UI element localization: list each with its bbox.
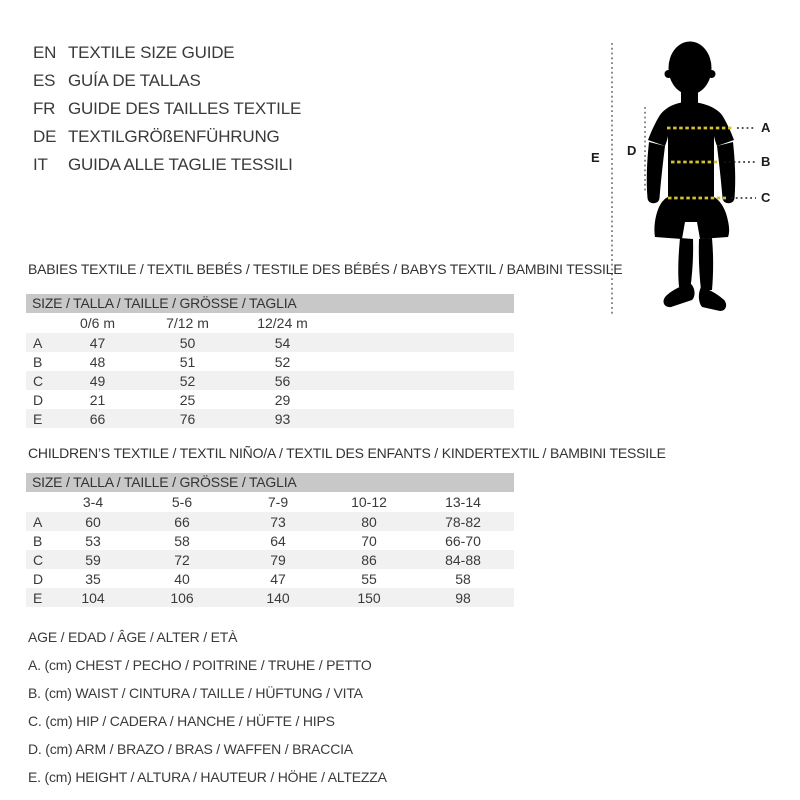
- cell: 98: [455, 589, 471, 606]
- babies-section-title: BABIES TEXTILE / TEXTIL BEBÉS / TESTILE DES BÉBÉS / BABYS TEXTIL / BAMBINI TESSILE: [28, 261, 623, 277]
- language-title-list: [33, 39, 301, 179]
- cell: 70: [361, 532, 377, 549]
- row-label: E: [33, 410, 43, 427]
- cell: 53: [85, 532, 101, 549]
- lang-title: GUIDE DES TAILLES TEXTILE: [68, 99, 302, 118]
- cell: 66: [89, 410, 106, 427]
- cell: 52: [274, 353, 291, 370]
- cell: 50: [179, 334, 196, 351]
- cell: 84-88: [445, 551, 481, 568]
- cell: 64: [270, 532, 286, 549]
- table-row: [26, 371, 514, 390]
- row-label: B: [33, 353, 43, 370]
- babies-table: [26, 313, 514, 428]
- row-label: A: [33, 334, 43, 351]
- cell: 54: [274, 334, 291, 351]
- cell: 86: [361, 551, 377, 568]
- cell: 35: [85, 570, 101, 587]
- cell: 59: [85, 551, 101, 568]
- cell: 55: [361, 570, 377, 587]
- children-column-header-row: [26, 492, 514, 512]
- column-header: 0/6 m: [79, 315, 115, 331]
- cell: 80: [361, 513, 377, 530]
- cell: 25: [179, 391, 196, 408]
- table-row: [26, 569, 514, 588]
- children-size-header-bar: SIZE / TALLA / TAILLE / GRÖSSE / TAGLIA: [26, 473, 514, 492]
- cell: 78-82: [445, 513, 481, 530]
- lang-title: GUÍA DE TALLAS: [68, 71, 201, 90]
- lang-row-fr: [33, 95, 301, 123]
- cell: 47: [270, 570, 286, 587]
- label-b: B: [761, 154, 771, 169]
- row-label: C: [33, 551, 44, 568]
- label-a: A: [761, 120, 771, 135]
- lang-title: TEXTILGRÖßENFÜHRUNG: [68, 127, 280, 146]
- cell: 93: [274, 410, 291, 427]
- cell: 47: [89, 334, 106, 351]
- cell: 40: [174, 570, 190, 587]
- table-row: [26, 333, 514, 352]
- cell: 73: [270, 513, 286, 530]
- row-label: E: [33, 589, 43, 606]
- legend-height-line: E. (cm) HEIGHT / ALTURA / HAUTEUR / HÖHE / ALTEZZA: [28, 769, 387, 785]
- table-row: [26, 390, 514, 409]
- cell: 52: [179, 372, 196, 389]
- column-header: 10-12: [351, 494, 387, 510]
- lang-row-it: [33, 151, 301, 179]
- cell: 72: [174, 551, 190, 568]
- table-row: [26, 352, 514, 371]
- cell: 29: [274, 391, 291, 408]
- label-e: E: [591, 150, 600, 165]
- child-silhouette: [647, 42, 735, 312]
- cell: 58: [174, 532, 190, 549]
- lang-row-es: [33, 67, 301, 95]
- cell: 104: [81, 589, 105, 606]
- row-label: A: [33, 513, 43, 530]
- label-d: D: [627, 143, 637, 158]
- table-row: [26, 588, 514, 607]
- label-c: C: [761, 190, 771, 205]
- column-header: 5-6: [171, 494, 193, 510]
- table-row: [26, 512, 514, 531]
- column-header: 7/12 m: [166, 315, 209, 331]
- column-header: 7-9: [267, 494, 289, 510]
- column-header: 13-14: [445, 494, 481, 510]
- cell: 150: [357, 589, 381, 606]
- cell: 58: [455, 570, 471, 587]
- legend-age-line: AGE / EDAD / ÂGE / ALTER / ETÀ: [28, 629, 238, 645]
- table-row: [26, 550, 514, 569]
- lang-code: IT: [33, 155, 48, 174]
- babies-column-header-row: [26, 313, 514, 333]
- legend-arm-line: D. (cm) ARM / BRAZO / BRAS / WAFFEN / BRACCIA: [28, 741, 353, 757]
- lang-row-de: [33, 123, 301, 151]
- row-label: B: [33, 532, 43, 549]
- cell: 76: [179, 410, 196, 427]
- column-header: 3-4: [82, 494, 104, 510]
- cell: 49: [89, 372, 106, 389]
- lang-code: DE: [33, 127, 57, 146]
- legend-chest-line: A. (cm) CHEST / PECHO / POITRINE / TRUHE / PETTO: [28, 657, 372, 673]
- legend-hip-line: C. (cm) HIP / CADERA / HANCHE / HÜFTE / HIPS: [28, 713, 335, 729]
- column-header: 12/24 m: [257, 315, 308, 331]
- cell: 140: [266, 589, 290, 606]
- babies-size-header-bar: SIZE / TALLA / TAILLE / GRÖSSE / TAGLIA: [26, 294, 514, 313]
- lang-code: EN: [33, 43, 57, 62]
- cell: 79: [270, 551, 286, 568]
- cell: 66-70: [445, 532, 481, 549]
- lang-code: ES: [33, 71, 56, 90]
- cell: 66: [174, 513, 190, 530]
- cell: 60: [85, 513, 101, 530]
- cell: 56: [274, 372, 291, 389]
- table-row: [26, 531, 514, 550]
- lang-title: TEXTILE SIZE GUIDE: [68, 43, 235, 62]
- cell: 48: [89, 353, 106, 370]
- children-section-title: CHILDREN’S TEXTILE / TEXTIL NIÑO/A / TEXTIL DES ENFANTS / KINDERTEXTIL / BAMBINI TESSILE: [28, 445, 666, 461]
- cell: 21: [89, 391, 106, 408]
- cell: 51: [179, 353, 196, 370]
- lang-code: FR: [33, 99, 56, 118]
- row-label: D: [33, 391, 44, 408]
- cell: 106: [170, 589, 194, 606]
- child-silhouette-svg: [585, 28, 785, 328]
- table-row: [26, 409, 514, 428]
- lang-row-en: [33, 39, 301, 67]
- children-table: [26, 492, 514, 607]
- measurement-figure: [585, 28, 785, 328]
- row-label: C: [33, 372, 44, 389]
- measurement-legend: [28, 623, 387, 791]
- legend-waist-line: B. (cm) WAIST / CINTURA / TAILLE / HÜFTUNG / VITA: [28, 685, 363, 701]
- row-label: D: [33, 570, 44, 587]
- lang-title: GUIDA ALLE TAGLIE TESSILI: [68, 155, 293, 174]
